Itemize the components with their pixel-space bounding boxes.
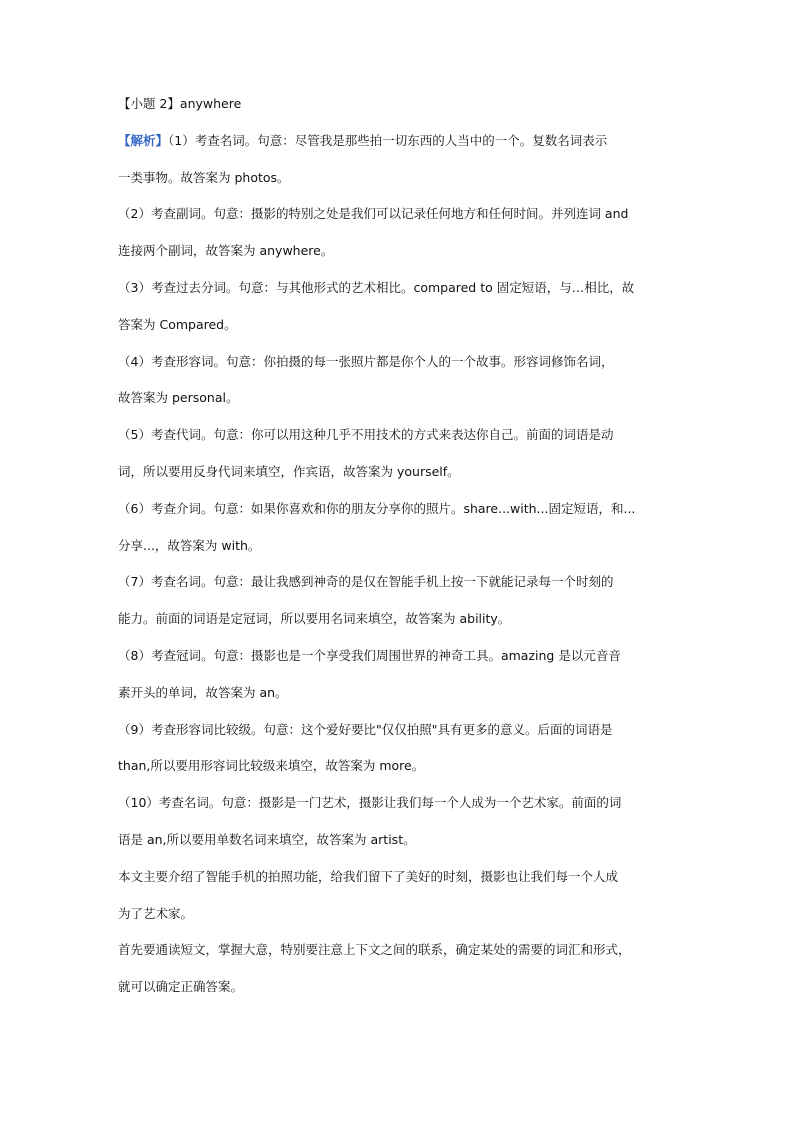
- explanation-line: （6）考查介词。句意：如果你喜欢和你的朋友分享你的照片。share...with...固定短语，和...: [118, 500, 636, 516]
- explanation-line: （9）考查形容词比较级。句意：这个爱好要比"仅仅拍照"具有更多的意义。后面的词语是: [118, 721, 613, 737]
- explanation-label: 【解析】: [118, 132, 169, 148]
- question-heading: 【小题 2】anywhere: [118, 96, 242, 111]
- explanation-text: （1）考查名词。句意：尽管我是那些拍一切东西的人当中的一个。复数名词表示: [168, 132, 608, 148]
- explanation-line: 答案为 Compared。: [118, 316, 237, 332]
- explanation-line: 素开头的单词，故答案为 an。: [118, 684, 288, 700]
- explanation-line: （8）考查冠词。句意：摄影也是一个享受我们周围世界的神奇工具。amazing 是以元音音: [118, 647, 621, 663]
- explanation-line: 分享...，故答案为 with。: [118, 537, 261, 553]
- explanation-line: 能力。前面的词语是定冠词，所以要用名词来填空，故答案为 ability。: [118, 611, 511, 627]
- explanation-line: 词，所以要用反身代词来填空，作宾语，故答案为 yourself。: [118, 463, 460, 479]
- explanation-line: （4）考查形容词。句意：你拍摄的每一张照片都是你个人的一个故事。形容词修饰名词，: [118, 353, 614, 369]
- explanation-line: （3）考查过去分词。句意：与其他形式的艺术相比。compared to 固定短语，与…相比，故: [118, 279, 635, 295]
- summary-line: 为了艺术家。: [118, 905, 194, 921]
- explanation-line: than,所以要用形容词比较级来填空，故答案为 more。: [118, 758, 425, 774]
- summary-line: 本文主要介绍了智能手机的拍照功能，给我们留下了美好的时刻，摄影也让我们每一个人成: [118, 868, 619, 884]
- explanation-line: 一类事物。故答案为 photos。: [118, 169, 290, 185]
- method-line: 就可以确定正确答案。: [118, 979, 244, 995]
- explanation-line: 故答案为 personal。: [118, 390, 239, 406]
- answer-explanation-page: [118, 96, 680, 1016]
- explanation-line: （5）考查代词。句意：你可以用这种几乎不用技术的方式来表达你自己。前面的词语是动: [118, 427, 614, 443]
- explanation-line: （7）考查名词。句意：最让我感到神奇的是仅在智能手机上按一下就能记录每一个时刻的: [118, 574, 614, 590]
- explanation-line: 语是 an,所以要用单数名词来填空，故答案为 artist。: [118, 831, 416, 847]
- method-line: 首先要通读短文，掌握大意，特别要注意上下文之间的联系，确定某处的需要的词汇和形式，: [118, 942, 631, 958]
- explanation-line: [118, 133, 680, 149]
- explanation-line: （2）考查副词。句意：摄影的特别之处是我们可以记录任何地方和任何时间。并列连词 and: [118, 206, 629, 222]
- explanation-line: （10）考查名词。句意：摄影是一门艺术，摄影让我们每一个人成为一个艺术家。前面的词: [118, 795, 622, 811]
- explanation-line: 连接两个副词，故答案为 anywhere。: [118, 243, 334, 259]
